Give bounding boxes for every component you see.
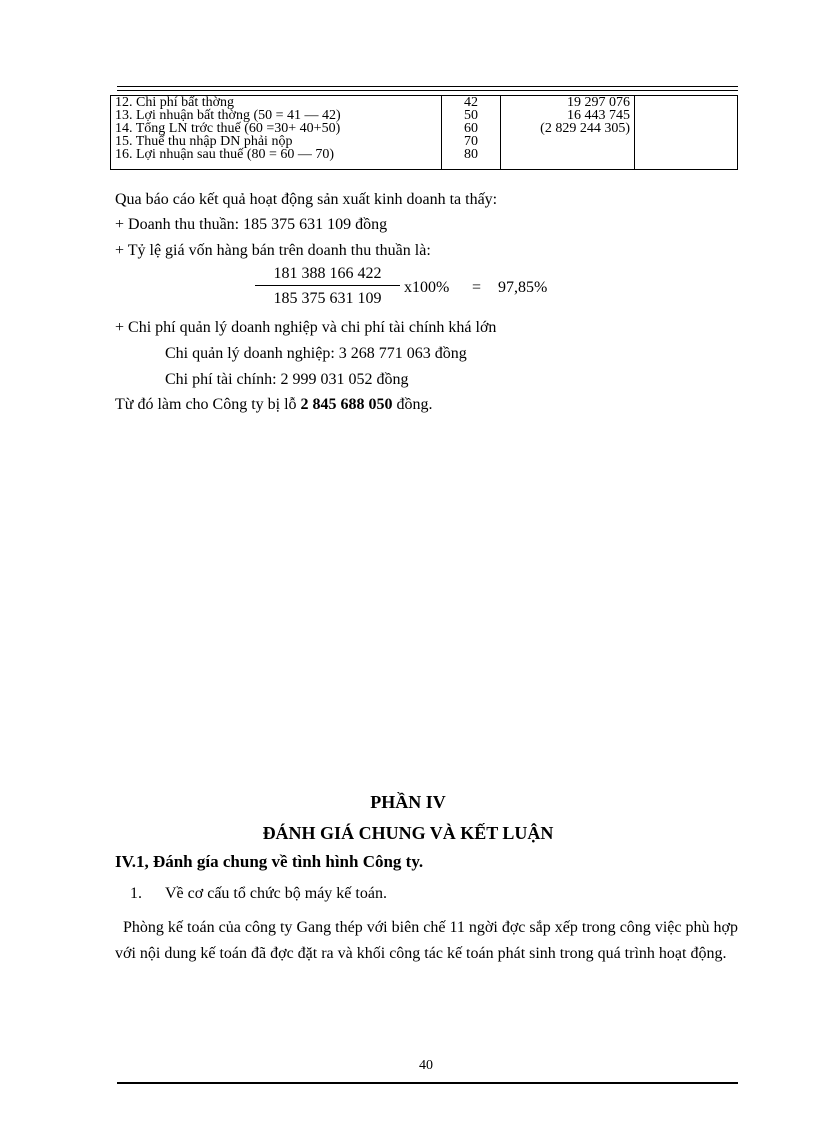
row-code: 70	[442, 135, 501, 148]
fraction-denominator: 185 375 631 109	[273, 290, 382, 307]
row-value	[501, 148, 635, 170]
page-number: 40	[419, 1058, 433, 1073]
row-code: 60	[442, 122, 501, 135]
row-blank	[635, 109, 738, 122]
part-subtitle: ĐÁNH GIÁ CHUNG VÀ KẾT LUẬN	[262, 823, 554, 843]
loss-line	[115, 395, 433, 415]
equals-sign: =	[472, 279, 482, 296]
body-paragraph: Phòng kế toán của công ty Gang thép với biên chế 11 ngời đợc sắp xếp trong công việc phù hợp với nội dung kế toán đã đợc đặt ra và khối công tác kế toán phát sinh trong quá trình hoạt động.	[115, 919, 738, 962]
loss-prefix: Từ đó làm cho Công ty bị lỗ	[115, 396, 301, 413]
revenue-line: + Doanh thu thuần: 185 375 631 109 đồng	[115, 216, 388, 233]
costs-line: + Chi phí quản lý doanh nghiệp và chi phí tài chính khá lớn	[115, 319, 497, 336]
row-item: 14. Tổng LN trớc thuế (60 =30+ 40+50)	[111, 122, 442, 135]
row-code: 50	[442, 109, 501, 122]
row-item: 12. Chi phí bất thờng	[111, 96, 442, 110]
ratio-fraction	[255, 265, 400, 308]
row-blank	[635, 122, 738, 135]
row-blank	[635, 135, 738, 148]
fraction-numerator: 181 388 166 422	[255, 265, 400, 286]
list-number: 1.	[130, 885, 142, 902]
row-blank	[635, 96, 738, 110]
header-rule-bottom	[117, 90, 738, 91]
list-item: Về cơ cấu tổ chức bộ máy kế toán.	[165, 885, 387, 902]
table-row	[111, 148, 738, 170]
ratio-result: 97,85%	[498, 279, 548, 296]
row-value: 19 297 076	[501, 96, 635, 110]
loss-suffix: đồng.	[392, 396, 433, 413]
section-heading: IV.1, Đánh gía chung về tình hình Công ty.	[115, 852, 424, 871]
row-code: 80	[442, 148, 501, 170]
ratio-line: + Tỷ lệ giá vốn hàng bán trên doanh thu thuần là:	[115, 242, 431, 259]
row-item: 13. Lợi nhuận bất thờng (50 = 41 — 42)	[111, 109, 442, 122]
table-row	[111, 96, 738, 110]
row-item: 15. Thuế thu nhập DN phải nộp	[111, 135, 442, 148]
financial-table	[110, 95, 738, 170]
loss-amount: 2 845 688 050	[300, 396, 393, 413]
row-blank	[635, 148, 738, 170]
row-item: 16. Lợi nhuận sau thuế (80 = 60 — 70)	[111, 148, 442, 170]
row-value: 16 443 745	[501, 109, 635, 122]
row-code: 42	[442, 96, 501, 110]
part-title: PHẦN IV	[370, 792, 446, 812]
financial-cost: Chi phí tài chính: 2 999 031 052 đồng	[165, 371, 409, 388]
row-value: (2 829 244 305)	[501, 122, 635, 135]
header-rule-top	[117, 86, 738, 87]
management-cost: Chi quản lý doanh nghiệp: 3 268 771 063 đồng	[165, 345, 467, 362]
fraction-multiplier: x100%	[404, 279, 450, 296]
footer-rule	[117, 1082, 738, 1084]
row-value	[501, 135, 635, 148]
analysis-intro: Qua báo cáo kết quả hoạt động sản xuất kinh doanh ta thấy:	[115, 191, 498, 208]
